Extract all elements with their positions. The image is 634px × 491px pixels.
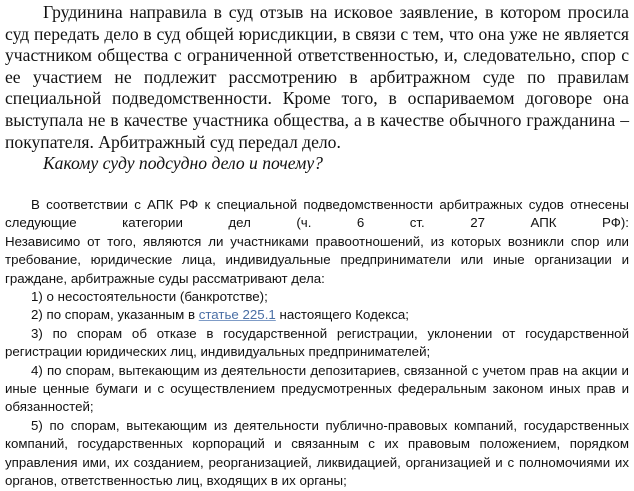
case-paragraph: Грудинина направила в суд отзыв на исковое заявление, в котором просила суд передать дело в суд общей юрисдикции, в связи с тем, что она уже не является участником общества с ограниченной ответственностью, и, следовательно, спор с ее участием не подлежит рассмотрению в арбитражном суде по правилам специальной подведомственности. Кроме того, в оспариваемом договоре она выступала не в качестве участника общества, а в качестве обычного гражданина – покупателя. Арбитражный суд передал дело. [5,2,629,152]
answer-intro-rest: Независимо от того, являются ли участниками правоотношений, из которых возникли спор или требование, юридические лица, индивидуальные предприниматели или иные организации и граждане, арбитражные суды рассматривают дела: [5,233,629,286]
answer-item-2-after: настоящего Кодекса; [275,307,409,323]
answer-intro-line2: следующие категории дел (ч. 6 ст. 27 АПК РФ): [5,215,629,231]
case-question: Какому суду подсудно дело и почему? [43,153,323,174]
answer-item-1: 1) о несостоятельности (банкротстве); [31,289,268,305]
article-225-1-link[interactable]: статье 225.1 [198,307,276,323]
answer-item-5: 5) по спорам, вытекающим из деятельности публично-правовых компаний, государственных компаний, государственных корпораций и связанным с их правовым положением, порядком управления ими, их созданием, реорганизацией, ликвидацией, организацией и с полномочиями их органов, ответственностью лиц, входящих в их органы; [5,417,629,489]
case-text [5,2,629,175]
answer-item-3: 3) по спорам об отказе в государственной регистрации, уклонении от государственной регистрации юридических лиц, индивидуальных предпринимателей; [5,325,629,360]
answer-text [5,196,629,491]
answer-item-4: 4) по спорам, вытекающим из деятельности депозитариев, связанной с учетом прав на акции и иные ценные бумаги и с осуществлением предусмотренных федеральным законом иных прав и обязанностей; [5,362,629,415]
answer-item-2 [5,306,629,324]
answer-item-2-before: 2) по спорам, указанным в [31,307,199,323]
answer-intro-line1: В соответствии с АПК РФ к специальной подведомственности арбитражных судов отнесены [31,197,629,212]
